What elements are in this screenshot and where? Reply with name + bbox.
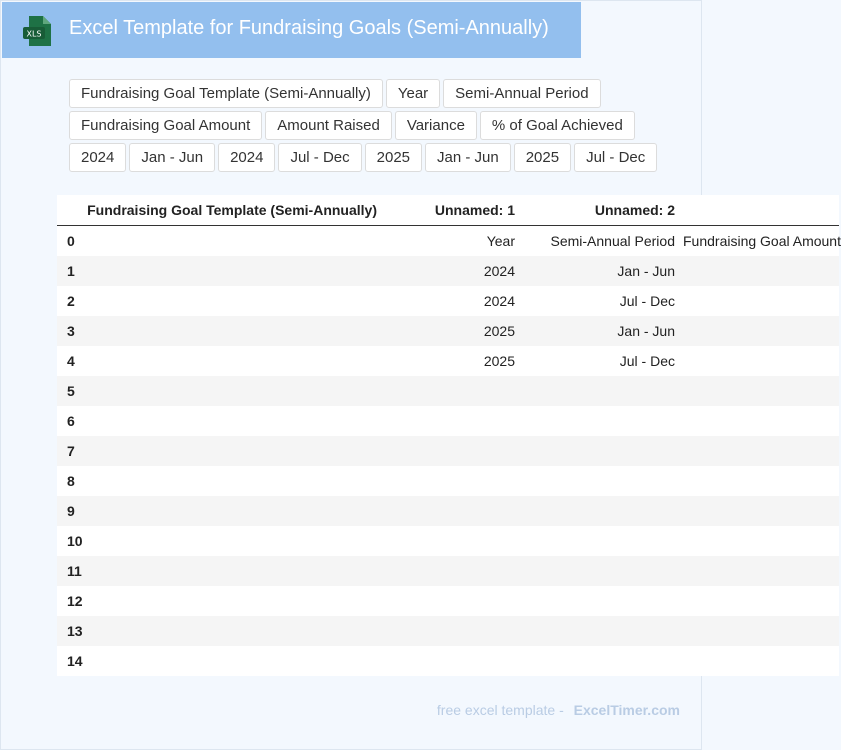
tag-item[interactable]: Amount Raised (265, 111, 392, 140)
table-row (57, 376, 839, 406)
tag-item[interactable]: 2024 (218, 143, 275, 172)
footer-prefix: free excel template - (436, 702, 564, 718)
table-cell (679, 286, 839, 316)
data-table (57, 195, 839, 676)
xls-icon-label: XLS (26, 29, 42, 39)
column-header: Unnamed: 2 (519, 195, 679, 226)
column-header (57, 195, 77, 226)
table-cell (381, 646, 519, 676)
table-cell: 2024 (381, 286, 519, 316)
table-row (57, 406, 839, 436)
table-cell (679, 406, 839, 436)
tag-item[interactable]: Fundraising Goal Amount (69, 111, 262, 140)
table-row (57, 586, 839, 616)
row-index-cell: 13 (57, 616, 77, 646)
page-title: Excel Template for Fundraising Goals (Semi-Annually) (69, 17, 549, 39)
tag-item[interactable]: % of Goal Achieved (480, 111, 635, 140)
table-cell (519, 436, 679, 466)
column-header (679, 195, 839, 226)
table-cell: Jul - Dec (519, 286, 679, 316)
table-row (57, 436, 839, 466)
table-cell (77, 316, 381, 346)
header-banner (2, 2, 581, 58)
table-cell (381, 436, 519, 466)
tag-item[interactable]: Semi-Annual Period (443, 79, 600, 108)
table-cell (679, 586, 839, 616)
table-cell (381, 616, 519, 646)
table-cell (519, 646, 679, 676)
table-cell (77, 376, 381, 406)
table-cell: 2025 (381, 316, 519, 346)
table-cell (679, 616, 839, 646)
table-cell (77, 436, 381, 466)
table-cell (519, 556, 679, 586)
tag-list (69, 79, 689, 175)
table-row (57, 346, 839, 376)
tag-item[interactable]: 2025 (514, 143, 571, 172)
table-cell (519, 466, 679, 496)
table-row (57, 256, 839, 286)
table-cell (381, 526, 519, 556)
table-cell (679, 256, 839, 286)
table-cell (679, 466, 839, 496)
row-index-cell: 8 (57, 466, 77, 496)
table-cell (519, 496, 679, 526)
table-row (57, 646, 839, 676)
table-cell: Jan - Jun (519, 256, 679, 286)
table-cell (519, 586, 679, 616)
table-cell (679, 496, 839, 526)
tag-item[interactable]: Jul - Dec (574, 143, 657, 172)
table-cell: 2024 (381, 256, 519, 286)
table-cell (77, 466, 381, 496)
table-cell (679, 346, 839, 376)
table-cell (77, 526, 381, 556)
footer-brand-link[interactable]: ExcelTimer.com (573, 702, 680, 718)
table-cell: 2025 (381, 346, 519, 376)
row-index-cell: 6 (57, 406, 77, 436)
table-cell (381, 406, 519, 436)
table-row (57, 496, 839, 526)
row-index-cell: 14 (57, 646, 77, 676)
table-cell (77, 496, 381, 526)
table-cell (77, 646, 381, 676)
table-cell (519, 376, 679, 406)
column-header: Unnamed: 1 (381, 195, 519, 226)
table-cell (679, 556, 839, 586)
table-cell (679, 376, 839, 406)
table-cell (77, 556, 381, 586)
table-cell (77, 406, 381, 436)
footer (437, 702, 680, 718)
table-cell (77, 226, 381, 257)
table-cell (679, 316, 839, 346)
table-cell (381, 586, 519, 616)
table-cell: Year (381, 226, 519, 257)
table-row (57, 616, 839, 646)
table-cell: Fundraising Goal Amount (679, 226, 839, 257)
table-cell (77, 286, 381, 316)
table-cell (77, 616, 381, 646)
table-cell (679, 646, 839, 676)
table-cell (381, 376, 519, 406)
table-cell (381, 556, 519, 586)
row-index-cell: 2 (57, 286, 77, 316)
table-row (57, 226, 839, 257)
table-cell (519, 406, 679, 436)
table-cell (679, 436, 839, 466)
table-row (57, 286, 839, 316)
tag-item[interactable]: Year (386, 79, 440, 108)
table-cell (77, 586, 381, 616)
row-index-cell: 0 (57, 226, 77, 257)
data-table-container[interactable] (67, 195, 841, 676)
row-index-cell: 5 (57, 376, 77, 406)
table-cell (679, 526, 839, 556)
table-cell (77, 346, 381, 376)
table-cell: Semi-Annual Period (519, 226, 679, 257)
table-row (57, 556, 839, 586)
row-index-cell: 4 (57, 346, 77, 376)
table-cell: Jan - Jun (519, 316, 679, 346)
tag-item[interactable]: Jan - Jun (425, 143, 511, 172)
table-header-row (57, 195, 839, 226)
table-cell (519, 526, 679, 556)
row-index-cell: 3 (57, 316, 77, 346)
table-row (57, 526, 839, 556)
row-index-cell: 11 (57, 556, 77, 586)
table-row (57, 316, 839, 346)
table-cell (381, 466, 519, 496)
column-header: Fundraising Goal Template (Semi-Annually) (77, 195, 381, 226)
table-row (57, 466, 839, 496)
table-cell: Jul - Dec (519, 346, 679, 376)
row-index-cell: 9 (57, 496, 77, 526)
table-cell (77, 256, 381, 286)
table-cell (381, 496, 519, 526)
row-index-cell: 12 (57, 586, 77, 616)
tag-item[interactable]: Jul - Dec (278, 143, 361, 172)
xls-file-icon (23, 16, 51, 46)
tag-item[interactable]: Jan - Jun (129, 143, 215, 172)
row-index-cell: 1 (57, 256, 77, 286)
tag-item[interactable]: Variance (395, 111, 477, 140)
row-index-cell: 7 (57, 436, 77, 466)
tag-item[interactable]: 2025 (365, 143, 422, 172)
table-cell (519, 616, 679, 646)
row-index-cell: 10 (57, 526, 77, 556)
tag-item[interactable]: Fundraising Goal Template (Semi-Annually) (69, 79, 383, 108)
tag-item[interactable]: 2024 (69, 143, 126, 172)
